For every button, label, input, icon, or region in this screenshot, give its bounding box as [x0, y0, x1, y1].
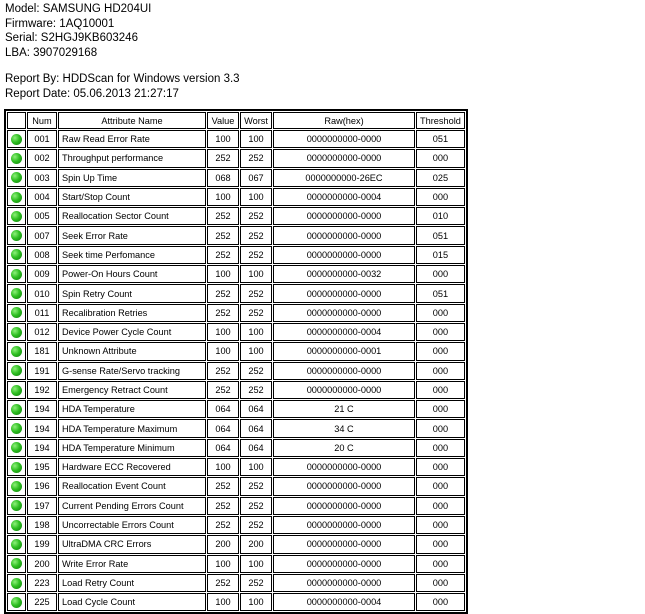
- value-cell: 100: [207, 342, 239, 360]
- status-ok-icon: [11, 230, 22, 241]
- threshold-cell: 000: [416, 458, 465, 476]
- value-cell: 064: [207, 419, 239, 437]
- table-row: [7, 246, 465, 264]
- num-cell: 225: [27, 593, 57, 611]
- worst-cell: 064: [240, 419, 272, 437]
- num-cell: 195: [27, 458, 57, 476]
- attribute-name-cell: Throughput performance: [58, 149, 206, 167]
- header-raw: Raw(hex): [273, 112, 415, 129]
- threshold-cell: 051: [416, 226, 465, 244]
- value-cell: 200: [207, 535, 239, 553]
- num-cell: 194: [27, 439, 57, 457]
- status-cell: [7, 419, 26, 437]
- worst-cell: 100: [240, 130, 272, 148]
- table-row: [7, 362, 465, 380]
- num-cell: 197: [27, 497, 57, 515]
- table-row: [7, 458, 465, 476]
- num-cell: 199: [27, 535, 57, 553]
- table-row: [7, 381, 465, 399]
- attribute-name-cell: Spin Up Time: [58, 169, 206, 187]
- attribute-name-cell: UltraDMA CRC Errors: [58, 535, 206, 553]
- serial-line: Serial: S2HGJ9KB603246: [5, 32, 138, 45]
- value-cell: 252: [207, 226, 239, 244]
- status-cell: [7, 149, 26, 167]
- status-cell: [7, 188, 26, 206]
- attribute-name-cell: Load Retry Count: [58, 574, 206, 592]
- status-ok-icon: [11, 327, 22, 338]
- header-threshold: Threshold: [416, 112, 465, 129]
- status-cell: [7, 362, 26, 380]
- value-cell: 252: [207, 362, 239, 380]
- status-cell: [7, 130, 26, 148]
- raw-cell: 0000000000-0000: [273, 362, 415, 380]
- worst-cell: 252: [240, 497, 272, 515]
- attribute-name-cell: Current Pending Errors Count: [58, 497, 206, 515]
- num-cell: 002: [27, 149, 57, 167]
- value-cell: 100: [207, 323, 239, 341]
- status-cell: [7, 516, 26, 534]
- attribute-name-cell: Seek time Perfomance: [58, 246, 206, 264]
- status-cell: [7, 477, 26, 495]
- status-cell: [7, 265, 26, 283]
- status-ok-icon: [11, 462, 22, 473]
- raw-cell: 20 C: [273, 439, 415, 457]
- status-ok-icon: [11, 365, 22, 376]
- raw-cell: 0000000000-0000: [273, 497, 415, 515]
- lba-line: LBA: 3907029168: [5, 46, 98, 59]
- model-line: Model: SAMSUNG HD204UI: [5, 3, 152, 15]
- threshold-cell: 000: [416, 477, 465, 495]
- table-row: [7, 497, 465, 515]
- worst-cell: 100: [240, 458, 272, 476]
- table-row: [7, 516, 465, 534]
- table-row: [7, 419, 465, 437]
- status-ok-icon: [11, 597, 22, 608]
- status-ok-icon: [11, 211, 22, 222]
- report-header: [5, 2, 240, 102]
- attribute-name-cell: Unknown Attribute: [58, 342, 206, 360]
- attribute-name-cell: HDA Temperature Minimum: [58, 439, 206, 457]
- status-ok-icon: [11, 269, 22, 280]
- status-cell: [7, 381, 26, 399]
- raw-cell: 0000000000-0001: [273, 342, 415, 360]
- table-row: [7, 304, 465, 322]
- raw-cell: 0000000000-0000: [273, 149, 415, 167]
- raw-cell: 0000000000-0000: [273, 381, 415, 399]
- table-row: [7, 226, 465, 244]
- num-cell: 001: [27, 130, 57, 148]
- status-cell: [7, 169, 26, 187]
- raw-cell: 0000000000-0000: [273, 574, 415, 592]
- table-row: [7, 400, 465, 418]
- threshold-cell: 000: [416, 439, 465, 457]
- table-row: [7, 555, 465, 573]
- raw-cell: 0000000000-0000: [273, 304, 415, 322]
- threshold-cell: 051: [416, 130, 465, 148]
- report-date-line: Report Date: 05.06.2013 21:27:17: [5, 87, 179, 100]
- raw-cell: 0000000000-0000: [273, 226, 415, 244]
- raw-cell: 34 C: [273, 419, 415, 437]
- worst-cell: 100: [240, 555, 272, 573]
- value-cell: 252: [207, 516, 239, 534]
- threshold-cell: 000: [416, 265, 465, 283]
- worst-cell: 100: [240, 188, 272, 206]
- num-cell: 012: [27, 323, 57, 341]
- status-cell: [7, 304, 26, 322]
- status-ok-icon: [11, 307, 22, 318]
- worst-cell: 200: [240, 535, 272, 553]
- status-ok-icon: [11, 346, 22, 357]
- status-ok-icon: [11, 172, 22, 183]
- table-row: [7, 188, 465, 206]
- attribute-name-cell: Seek Error Rate: [58, 226, 206, 244]
- raw-cell: 0000000000-0000: [273, 477, 415, 495]
- raw-cell: 0000000000-0000: [273, 535, 415, 553]
- status-cell: [7, 497, 26, 515]
- worst-cell: 252: [240, 304, 272, 322]
- threshold-cell: 000: [416, 516, 465, 534]
- value-cell: 100: [207, 265, 239, 283]
- value-cell: 100: [207, 188, 239, 206]
- worst-cell: 252: [240, 362, 272, 380]
- num-cell: 196: [27, 477, 57, 495]
- status-cell: [7, 284, 26, 302]
- status-ok-icon: [11, 153, 22, 164]
- header-value: Value: [207, 112, 239, 129]
- raw-cell: 0000000000-0000: [273, 246, 415, 264]
- value-cell: 252: [207, 246, 239, 264]
- attribute-name-cell: Write Error Rate: [58, 555, 206, 573]
- num-cell: 009: [27, 265, 57, 283]
- header-attribute-name: Attribute Name: [58, 112, 206, 129]
- num-cell: 007: [27, 226, 57, 244]
- num-cell: 191: [27, 362, 57, 380]
- worst-cell: 252: [240, 574, 272, 592]
- worst-cell: 252: [240, 207, 272, 225]
- attribute-name-cell: Raw Read Error Rate: [58, 130, 206, 148]
- threshold-cell: 000: [416, 304, 465, 322]
- table-row: [7, 207, 465, 225]
- value-cell: 252: [207, 477, 239, 495]
- attribute-name-cell: HDA Temperature: [58, 400, 206, 418]
- value-cell: 252: [207, 284, 239, 302]
- worst-cell: 067: [240, 169, 272, 187]
- threshold-cell: 000: [416, 381, 465, 399]
- value-cell: 252: [207, 207, 239, 225]
- firmware-line: Firmware: 1AQ10001: [5, 17, 115, 30]
- status-cell: [7, 226, 26, 244]
- threshold-cell: 000: [416, 188, 465, 206]
- header-status: [7, 112, 26, 129]
- table-row: [7, 149, 465, 167]
- threshold-cell: 000: [416, 574, 465, 592]
- header-num: Num: [27, 112, 57, 129]
- smart-attributes-table: [4, 109, 468, 614]
- threshold-cell: 051: [416, 284, 465, 302]
- num-cell: 011: [27, 304, 57, 322]
- value-cell: 100: [207, 458, 239, 476]
- attribute-name-cell: Start/Stop Count: [58, 188, 206, 206]
- raw-cell: 0000000000-0004: [273, 323, 415, 341]
- worst-cell: 064: [240, 400, 272, 418]
- table-header-row: [7, 112, 465, 129]
- worst-cell: 252: [240, 516, 272, 534]
- attribute-name-cell: Recalibration Retries: [58, 304, 206, 322]
- worst-cell: 100: [240, 342, 272, 360]
- value-cell: 064: [207, 400, 239, 418]
- num-cell: 198: [27, 516, 57, 534]
- value-cell: 252: [207, 497, 239, 515]
- status-ok-icon: [11, 385, 22, 396]
- value-cell: 252: [207, 304, 239, 322]
- raw-cell: 0000000000-0032: [273, 265, 415, 283]
- status-ok-icon: [11, 481, 22, 492]
- status-ok-icon: [11, 500, 22, 511]
- attribute-name-cell: Power-On Hours Count: [58, 265, 206, 283]
- attribute-name-cell: G-sense Rate/Servo tracking: [58, 362, 206, 380]
- attribute-name-cell: Spin Retry Count: [58, 284, 206, 302]
- worst-cell: 252: [240, 477, 272, 495]
- status-cell: [7, 400, 26, 418]
- status-ok-icon: [11, 520, 22, 531]
- table-row: [7, 169, 465, 187]
- status-ok-icon: [11, 539, 22, 550]
- status-cell: [7, 323, 26, 341]
- raw-cell: 0000000000-0000: [273, 130, 415, 148]
- num-cell: 004: [27, 188, 57, 206]
- status-cell: [7, 555, 26, 573]
- status-ok-icon: [11, 192, 22, 203]
- worst-cell: 100: [240, 265, 272, 283]
- value-cell: 100: [207, 555, 239, 573]
- status-cell: [7, 246, 26, 264]
- threshold-cell: 000: [416, 419, 465, 437]
- raw-cell: 21 C: [273, 400, 415, 418]
- worst-cell: 252: [240, 149, 272, 167]
- status-cell: [7, 574, 26, 592]
- status-ok-icon: [11, 442, 22, 453]
- table-row: [7, 265, 465, 283]
- worst-cell: 252: [240, 381, 272, 399]
- status-ok-icon: [11, 558, 22, 569]
- status-cell: [7, 535, 26, 553]
- num-cell: 008: [27, 246, 57, 264]
- status-cell: [7, 593, 26, 611]
- status-cell: [7, 458, 26, 476]
- threshold-cell: 000: [416, 497, 465, 515]
- num-cell: 005: [27, 207, 57, 225]
- table-row: [7, 284, 465, 302]
- status-ok-icon: [11, 404, 22, 415]
- raw-cell: 0000000000-0000: [273, 207, 415, 225]
- attribute-name-cell: Reallocation Sector Count: [58, 207, 206, 225]
- table-row: [7, 342, 465, 360]
- raw-cell: 0000000000-0000: [273, 458, 415, 476]
- threshold-cell: 000: [416, 400, 465, 418]
- table-row: [7, 130, 465, 148]
- raw-cell: 0000000000-0000: [273, 284, 415, 302]
- table-row: [7, 535, 465, 553]
- attribute-name-cell: HDA Temperature Maximum: [58, 419, 206, 437]
- value-cell: 100: [207, 130, 239, 148]
- num-cell: 192: [27, 381, 57, 399]
- num-cell: 223: [27, 574, 57, 592]
- status-cell: [7, 342, 26, 360]
- num-cell: 194: [27, 400, 57, 418]
- status-cell: [7, 207, 26, 225]
- status-cell: [7, 439, 26, 457]
- table-row: [7, 323, 465, 341]
- raw-cell: 0000000000-0004: [273, 188, 415, 206]
- num-cell: 003: [27, 169, 57, 187]
- worst-cell: 252: [240, 246, 272, 264]
- attribute-name-cell: Load Cycle Count: [58, 593, 206, 611]
- threshold-cell: 000: [416, 535, 465, 553]
- status-ok-icon: [11, 134, 22, 145]
- worst-cell: 252: [240, 284, 272, 302]
- raw-cell: 0000000000-26EC: [273, 169, 415, 187]
- threshold-cell: 010: [416, 207, 465, 225]
- num-cell: 181: [27, 342, 57, 360]
- attribute-name-cell: Emergency Retract Count: [58, 381, 206, 399]
- threshold-cell: 015: [416, 246, 465, 264]
- attribute-name-cell: Device Power Cycle Count: [58, 323, 206, 341]
- raw-cell: 0000000000-0004: [273, 593, 415, 611]
- value-cell: 252: [207, 574, 239, 592]
- num-cell: 194: [27, 419, 57, 437]
- status-ok-icon: [11, 288, 22, 299]
- value-cell: 252: [207, 149, 239, 167]
- raw-cell: 0000000000-0000: [273, 516, 415, 534]
- worst-cell: 100: [240, 323, 272, 341]
- status-ok-icon: [11, 578, 22, 589]
- attribute-name-cell: Uncorrectable Errors Count: [58, 516, 206, 534]
- value-cell: 100: [207, 593, 239, 611]
- threshold-cell: 000: [416, 362, 465, 380]
- table-row: [7, 593, 465, 611]
- worst-cell: 252: [240, 226, 272, 244]
- attribute-name-cell: Reallocation Event Count: [58, 477, 206, 495]
- num-cell: 200: [27, 555, 57, 573]
- report-by-line: Report By: HDDScan for Windows version 3.3: [5, 73, 240, 86]
- worst-cell: 064: [240, 439, 272, 457]
- threshold-cell: 025: [416, 169, 465, 187]
- value-cell: 064: [207, 439, 239, 457]
- status-ok-icon: [11, 423, 22, 434]
- threshold-cell: 000: [416, 323, 465, 341]
- table-row: [7, 439, 465, 457]
- header-worst: Worst: [240, 112, 272, 129]
- attribute-name-cell: Hardware ECC Recovered: [58, 458, 206, 476]
- num-cell: 010: [27, 284, 57, 302]
- table-row: [7, 477, 465, 495]
- threshold-cell: 000: [416, 555, 465, 573]
- value-cell: 068: [207, 169, 239, 187]
- threshold-cell: 000: [416, 593, 465, 611]
- threshold-cell: 000: [416, 342, 465, 360]
- status-ok-icon: [11, 249, 22, 260]
- worst-cell: 100: [240, 593, 272, 611]
- threshold-cell: 000: [416, 149, 465, 167]
- raw-cell: 0000000000-0000: [273, 555, 415, 573]
- value-cell: 252: [207, 381, 239, 399]
- table-row: [7, 574, 465, 592]
